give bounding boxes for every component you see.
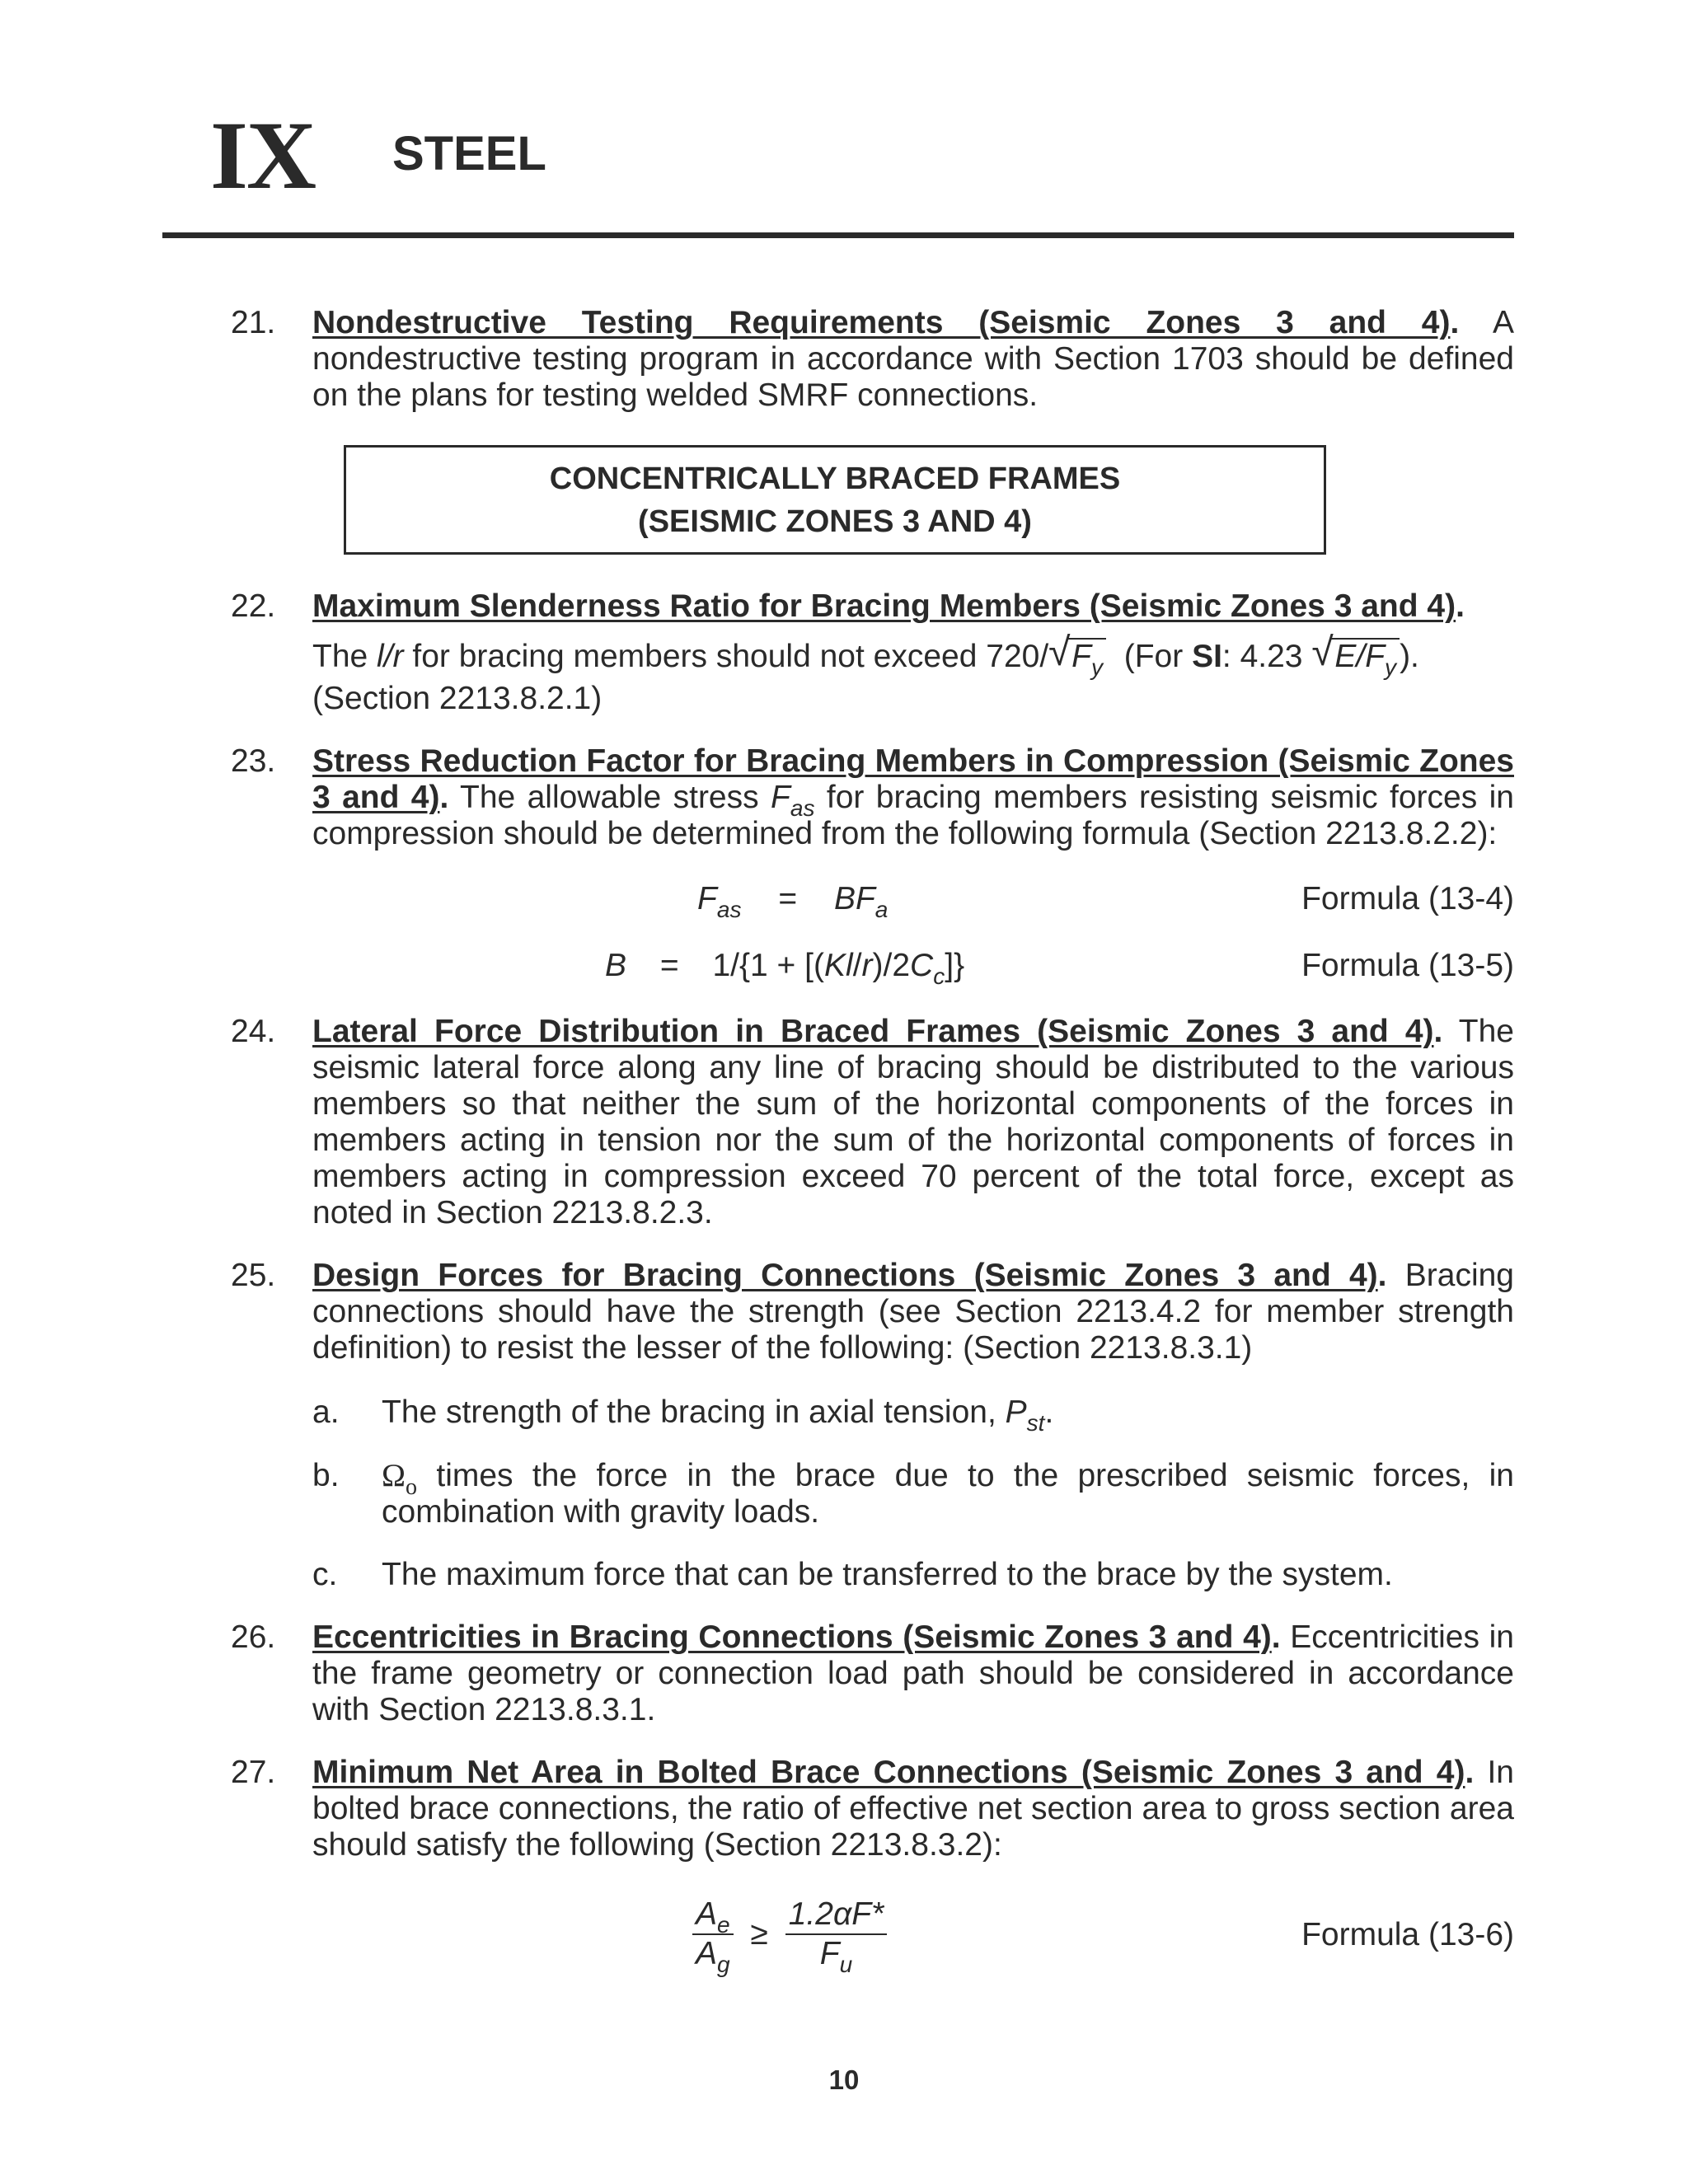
chapter-title: STEEL xyxy=(392,127,546,180)
section-box-line2: (SEISMIC ZONES 3 AND 4) xyxy=(638,504,1032,539)
item-text: Lateral Force Distribution in Braced Frames (Seismic Zones 3 and 4). The seismic lateral force along any line of bracing should be distributed to the various members so that neither the sum of the horizontal components of the forces in members acting in tension nor the sum of the horizontal components of forces in members acting in compression exceed 70 percent of the total force, except as noted in Section 2213.8.2.3. xyxy=(312,1014,1514,1230)
formula-label: Formula (13-6) xyxy=(1301,1917,1514,1952)
item-body: Bracing connections should have the strength (see Section 2213.4.2 for member strength definition) to resist the lesser of the following: (Section 2213.8.3.1) xyxy=(312,1258,1514,1366)
item-text-fragment: for bracing members should not exceed 720/ xyxy=(412,639,1049,674)
item-heading: Nondestructive Testing Requirements (Seismic Zones 3 and 4) xyxy=(312,305,1451,340)
item-heading: Minimum Net Area in Bolted Brace Connections (Seismic Zones 3 and 4) xyxy=(312,1755,1465,1790)
item-25 xyxy=(231,1258,1514,1366)
page-number: 10 xyxy=(828,2064,860,2095)
formula-rhs: BF xyxy=(833,881,875,916)
formula-rhs: / xyxy=(852,948,862,983)
si-label: SI xyxy=(1192,639,1222,674)
omega-symbol: Ω xyxy=(382,1458,406,1493)
item-number: 22. xyxy=(231,588,276,624)
formula-lhs: F xyxy=(697,881,717,916)
subitem-c xyxy=(312,1557,1514,1593)
item-number: 21. xyxy=(231,305,276,340)
item-text: Maximum Slenderness Ratio for Bracing Members (Seismic Zones 3 and 4). The l/r for bracing members should not exceed 720/ √ $F_y$ (For SI: 4.23 √ $E/F_y$ ). (Section 2213.8.2.1) xyxy=(312,588,1514,717)
item-text: Stress Reduction Factor for Bracing Members in Compression (Seismic Zones 3 and 4). The allowable stress $F_{as}$ for bracing members resisting seismic forces in compression should be determined from the following formula (Section 2213.8.2.2): xyxy=(312,743,1514,851)
subitem-a xyxy=(312,1394,1514,1436)
item-text: Minimum Net Area in Bolted Brace Connections (Seismic Zones 3 and 4). In bolted brace connections, the ratio of effective net section area to gross section area should satisfy the following (Section 2213.8.3.2): xyxy=(312,1755,1514,1863)
formula-rhs-sub: a xyxy=(874,896,889,922)
formula-13-4 xyxy=(697,881,889,922)
subitem-variable-sub: st xyxy=(1026,1409,1045,1436)
item-body: The seismic lateral force along any line of bracing should be distributed to the various members so that neither the sum of the horizontal components of the forces in members acting in tension nor the sum of the horizontal components of forces in members acting in compression exceed 70 percent of the total force, except as noted in Section 2213.8.2.3. xyxy=(312,1014,1514,1230)
sqrt-var: F xyxy=(1071,639,1091,674)
fraction-ae-ag xyxy=(692,1896,734,1977)
subitem-letter: c. xyxy=(312,1557,338,1592)
item-number: 26. xyxy=(231,1619,276,1655)
formula-rhs: Kl xyxy=(824,948,853,983)
formula-rhs: )/2 xyxy=(872,948,911,983)
fraction-rhs xyxy=(785,1896,887,1977)
fraction-denominator: F xyxy=(819,1936,840,1971)
subitem-text xyxy=(382,1557,1514,1593)
formula-eq: = xyxy=(778,881,798,916)
formula-rhs: 1/{1 + [( xyxy=(712,948,824,983)
subitem-letter: b. xyxy=(312,1458,340,1493)
item-number: 27. xyxy=(231,1755,276,1790)
sqrt-var-sub: y xyxy=(1385,654,1397,680)
item-heading: Stress Reduction Factor for Bracing Members in Compression (Seismic Zones 3 and 4) xyxy=(312,743,1514,815)
subitem-variable: P xyxy=(1005,1394,1027,1430)
item-text: Design Forces for Bracing Connections (Seismic Zones 3 and 4). Bracing connections should have the strength (see Section 2213.4.2 for member strength definition) to resist the lesser of the following: (Section 2213.8.3.1) xyxy=(312,1258,1514,1366)
item-body: Eccentricities in the frame geometry or connection load path should be considered in accordance with Section 2213.8.3.1. xyxy=(312,1619,1514,1727)
formula-13-6 xyxy=(692,1896,887,1977)
item-number: 24. xyxy=(231,1014,276,1049)
subitem-letter: a. xyxy=(312,1394,340,1430)
chapter-number: IX xyxy=(210,101,316,209)
formula-rhs: ]} xyxy=(945,948,965,983)
item-body: A nondestructive testing program in accordance with Section 1703 should be defined on the plans for testing welded SMRF connections. xyxy=(312,305,1514,413)
item-text-fragment: The xyxy=(312,639,368,674)
subitem-text xyxy=(382,1394,1514,1436)
item-variable-sub: as xyxy=(790,794,815,821)
formula-lhs: B xyxy=(605,948,627,983)
subitem-body: times the force in the brace due to the prescribed seismic forces, in combination with gravity loads. xyxy=(382,1458,1514,1530)
item-body: In bolted brace connections, the ratio of effective net section area to gross section area should satisfy the following (Section 2213.8.3.2): xyxy=(312,1755,1514,1863)
fraction-denominator-sub: u xyxy=(839,1951,853,1977)
fraction-numerator: 1.2αF* xyxy=(785,1896,887,1935)
item-heading: Maximum Slenderness Ratio for Bracing Members (Seismic Zones 3 and 4) xyxy=(312,588,1456,624)
item-variable: l/r xyxy=(377,639,404,674)
sqrt-var-sub: y xyxy=(1091,654,1104,680)
sqrt-e-fy: √ $E/F_y$ xyxy=(1311,636,1400,677)
item-text: Eccentricities in Bracing Connections (Seismic Zones 3 and 4). Eccentricities in the frame geometry or connection load path should be considered in accordance with Section 2213.8.3.1. xyxy=(312,1619,1514,1727)
subitem-body: The maximum force that can be transferred to the brace by the system. xyxy=(382,1557,1393,1592)
section-box-line1: CONCENTRICALLY BRACED FRAMES xyxy=(549,462,1121,496)
fraction-numerator-sub: e xyxy=(717,1911,730,1938)
omega-sub: o xyxy=(405,1474,418,1500)
item-23 xyxy=(231,743,1514,852)
fraction-numerator: A xyxy=(696,1896,718,1932)
item-number: 25. xyxy=(231,1258,276,1293)
item-section-ref: (Section 2213.8.2.1) xyxy=(312,681,603,716)
formula-rhs: C xyxy=(910,948,934,983)
header-rule xyxy=(162,232,1514,238)
item-22 xyxy=(231,588,1514,717)
formula-lhs-sub: as xyxy=(716,896,742,922)
item-heading: Lateral Force Distribution in Braced Frames (Seismic Zones 3 and 4) xyxy=(312,1014,1434,1049)
formula-13-5 xyxy=(605,948,965,989)
subitem-body: The strength of the bracing in axial tension, xyxy=(382,1394,996,1430)
item-text-fragment: The allowable stress xyxy=(460,780,759,815)
formula-eq: = xyxy=(659,948,679,983)
item-24 xyxy=(231,1014,1514,1231)
section-box xyxy=(344,445,1326,555)
sqrt-var: E/F xyxy=(1334,639,1386,674)
formula-rhs-sub: c xyxy=(933,963,945,989)
formula-ge: ≥ xyxy=(750,1916,768,1952)
item-27 xyxy=(231,1755,1514,1863)
item-text-fragment: for bracing members resisting seismic forces in compression should be determined from the following formula (Section 2213.8.2.2): xyxy=(312,780,1514,851)
item-text-fragment: ). xyxy=(1400,639,1419,674)
formula-label: Formula (13-5) xyxy=(1301,948,1514,983)
sqrt-fy: √ $F_y$ xyxy=(1048,636,1106,677)
fraction-denominator-sub: g xyxy=(717,1951,730,1977)
item-text: Nondestructive Testing Requirements (Seismic Zones 3 and 4). A nondestructive testing program in accordance with Section 1703 should be defined on the plans for testing welded SMRF connections. xyxy=(312,305,1514,413)
fraction-denominator: A xyxy=(696,1936,718,1971)
subitem-text xyxy=(382,1458,1514,1530)
item-heading: Design Forces for Bracing Connections (Seismic Zones 3 and 4) xyxy=(312,1258,1378,1293)
formula-rhs: r xyxy=(861,948,873,983)
subitem-body: . xyxy=(1044,1394,1054,1430)
item-variable: F xyxy=(771,780,790,815)
item-text-fragment: (For xyxy=(1123,639,1184,674)
formula-label: Formula (13-4) xyxy=(1301,881,1514,916)
item-26 xyxy=(231,1619,1514,1728)
item-21 xyxy=(231,305,1514,414)
subitem-b xyxy=(312,1458,1514,1530)
item-heading: Eccentricities in Bracing Connections (Seismic Zones 3 and 4) xyxy=(312,1619,1272,1655)
item-number: 23. xyxy=(231,743,276,779)
si-value: : 4.23 xyxy=(1221,639,1303,674)
